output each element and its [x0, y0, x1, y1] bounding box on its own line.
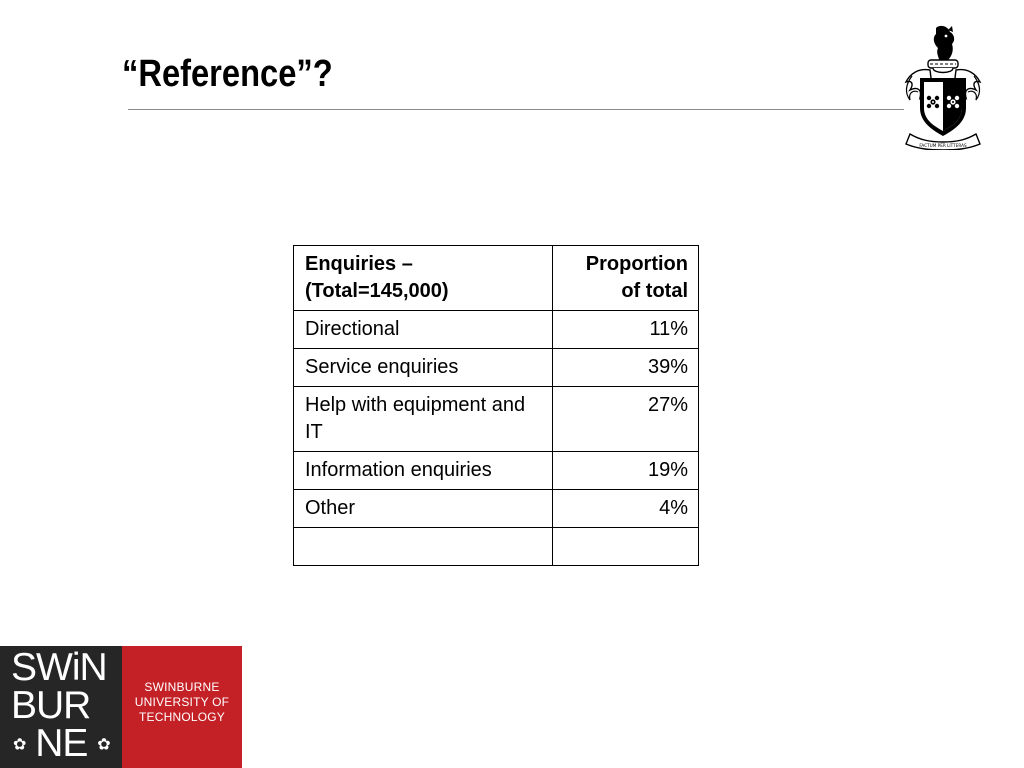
row-label: Other: [294, 490, 553, 528]
table-row: [294, 452, 699, 490]
wordmark-line3: NE: [35, 722, 88, 765]
table-row: [294, 349, 699, 387]
logo-name-panel: [122, 646, 242, 768]
university-name-line2: UNIVERSITY OF: [134, 695, 230, 709]
row-value: 19%: [553, 452, 699, 490]
row-value: 11%: [553, 311, 699, 349]
star-icon: ✿: [13, 736, 26, 754]
row-value: 4%: [553, 490, 699, 528]
row-value: [553, 528, 699, 566]
row-label: Information enquiries: [294, 452, 553, 490]
row-label: Help with equipment and IT: [294, 387, 553, 452]
table-header-row: [294, 246, 699, 311]
row-label: [294, 528, 553, 566]
university-logo: [0, 646, 242, 768]
table-row: [294, 490, 699, 528]
header-enquiries: [294, 246, 553, 311]
wordmark-line3-row: [13, 724, 110, 766]
title-divider: [128, 109, 904, 110]
table-row: [294, 311, 699, 349]
university-name-line1: SWINBURNE: [144, 680, 220, 694]
slide-title: “Reference”?: [122, 53, 333, 95]
header-enquiries-line1: Enquiries –: [305, 253, 413, 275]
wordmark-line2: BUR: [11, 684, 91, 727]
logo-wordmark-panel: [0, 646, 122, 768]
header-proportion: [553, 246, 699, 311]
header-proportion-line1: Proportion: [585, 253, 688, 275]
university-name: [122, 680, 242, 725]
table-row-empty: [294, 528, 699, 566]
coat-of-arms-icon: [900, 22, 986, 150]
crest-motto: FACTUM PER LITTERAS: [919, 143, 967, 148]
row-value: 27%: [553, 387, 699, 452]
enquiries-table: [293, 245, 699, 566]
university-name-line3: TECHNOLOGY: [138, 710, 225, 724]
row-value: 39%: [553, 349, 699, 387]
header-proportion-line2: of total: [621, 280, 688, 302]
row-label: Service enquiries: [294, 349, 553, 387]
star-icon: ✿: [97, 736, 110, 754]
row-label: Directional: [294, 311, 553, 349]
table-row: [294, 387, 699, 452]
wordmark-line1: SWiN: [11, 646, 107, 689]
header-enquiries-line2: (Total=145,000): [305, 280, 449, 302]
